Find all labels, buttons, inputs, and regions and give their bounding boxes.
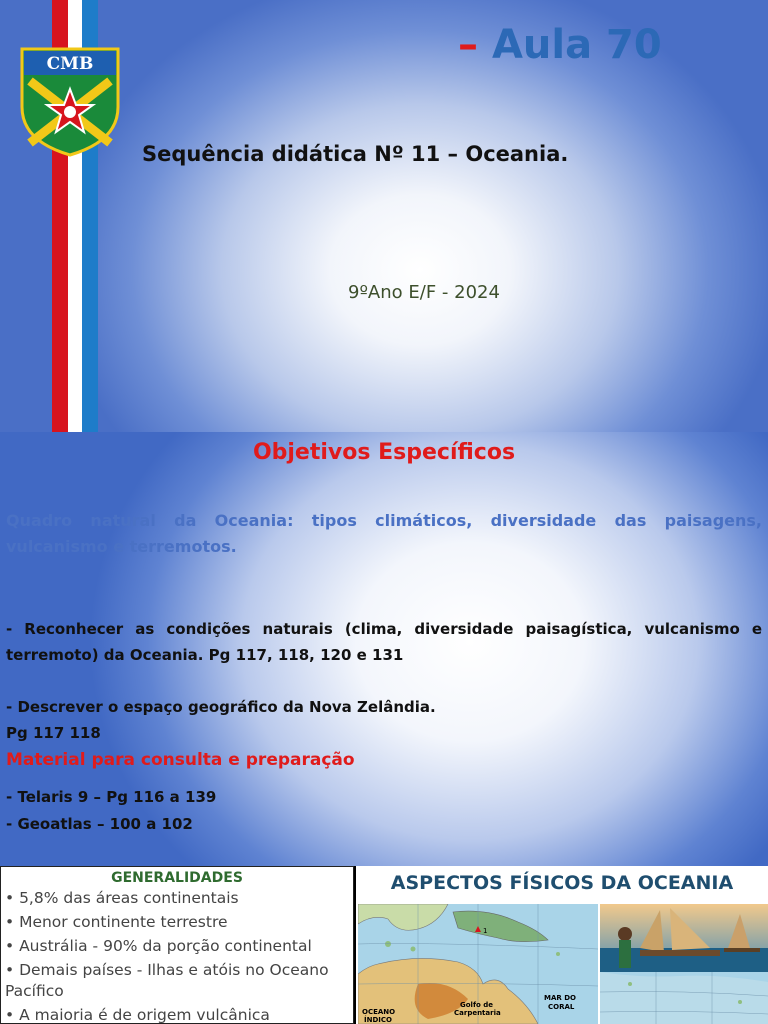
map-label-carpentaria: Carpentaria [454,1009,501,1017]
material-geoatlas: - Geoatlas – 100 a 102 [6,815,193,833]
list-item: • Menor continente terrestre [5,913,228,931]
ocean-sailing-illustration [600,904,768,972]
map-marker-label: 1 [483,927,488,935]
generalidades-list [1,888,353,1024]
oceania-map-detail [600,972,768,1024]
quadro-natural-text: Quadro natural da Oceania: tipos climáticos, diversidade das paisagens, vulcanismo e terremotos. [6,511,762,556]
title-slide [0,0,768,432]
map-label-golfo: Golfo de [460,1001,494,1009]
generalidades-panel [0,866,354,1024]
grade-label: 9ºAno E/F - 2024 [348,282,500,303]
lesson-label: Aula 70 [491,22,662,68]
list-item: • A maioria é de origem vulcânica [5,1006,270,1024]
oceania-relief-map [358,904,598,1024]
map-label-indico: ÍNDICO [364,1016,392,1024]
lesson-number [458,22,662,68]
map-label-coral: CORAL [548,1003,575,1011]
aspectos-panel [356,866,768,1024]
list-item: • 5,8% das áreas continentais [5,889,239,907]
lesson-dash: – [458,22,478,68]
list-item: • Demais países - Ilhas e atóis no Oceano Pacífico [5,961,329,1000]
map-label-mar: MAR DO [544,994,576,1002]
descrever-line: - Descrever o espaço geográfico da Nova Zelândia. [6,698,436,716]
material-telaris: - Telaris 9 – Pg 116 a 139 [6,788,217,806]
objectives-title: Objetivos Específicos [252,440,516,465]
generalidades-title: GENERALIDADES [111,870,243,886]
sequence-title: Sequência didática Nº 11 – Oceania. [142,142,569,166]
material-title: Material para consulta e preparação [6,750,355,770]
descrever-pages: Pg 117 118 [6,724,101,742]
aspectos-title: ASPECTOS FÍSICOS DA OCEANIA [390,872,734,894]
crest-text: CMB [46,54,94,74]
objective-descrever [6,694,762,746]
objective-reconhecer: - Reconhecer as condições naturais (clima, diversidade paisagística, vulcanismo e terremoto) da Oceania. Pg 117, 118, 120 e 131 [6,620,762,664]
objectives-slide [0,432,768,866]
cmb-crest-logo [18,45,122,157]
list-item: • Austrália - 90% da porção continental [5,937,312,955]
map-label-oceano: OCEANO [362,1008,396,1016]
